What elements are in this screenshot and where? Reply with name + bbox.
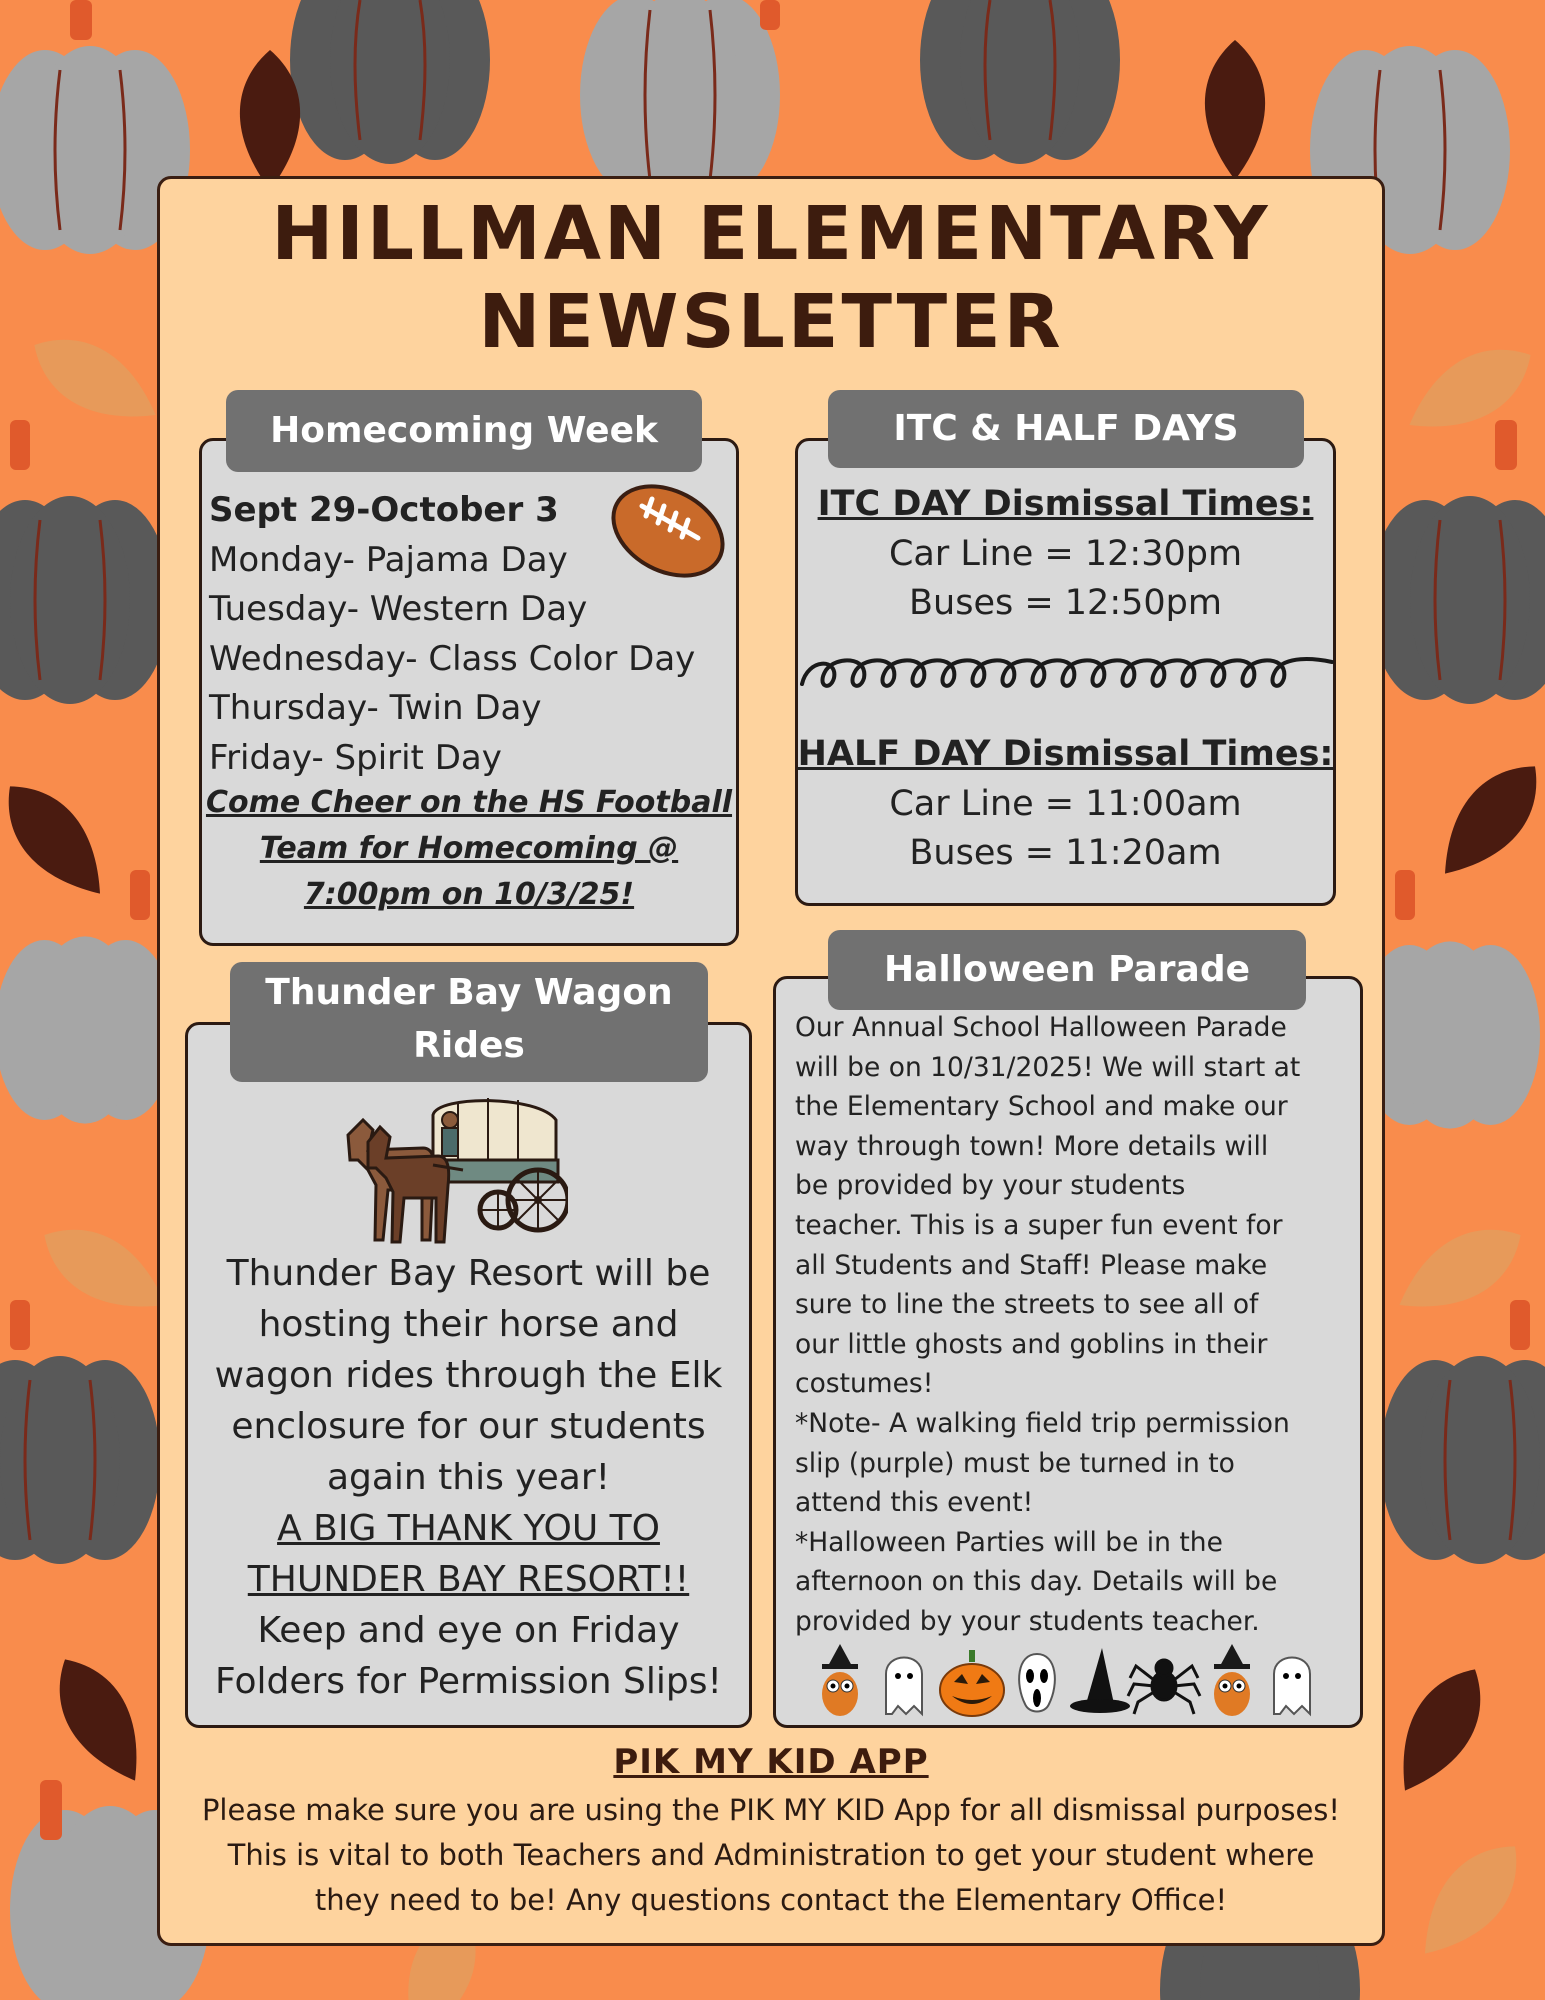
halloween-line: provided by your students teacher.: [795, 1605, 1260, 1637]
halloween-line: all Students and Staff! Please make: [795, 1249, 1268, 1281]
halloween-line: afternoon on this day. Details will be: [795, 1566, 1278, 1598]
itc-car-line: Car Line = 12:30pm: [888, 533, 1243, 574]
wagon-body-line: wagon rides through the Elk: [214, 1355, 723, 1396]
jack-o-lantern-icon: [940, 1650, 1004, 1716]
itc-content: [797, 480, 1334, 629]
wagon-heading: [230, 962, 708, 1082]
halloween-line: will be on 10/31/2025! We will start at: [795, 1051, 1301, 1083]
wagon-heading-line: Thunder Bay Wagon: [265, 972, 673, 1013]
halloween-line: way through town! More details will: [795, 1130, 1269, 1162]
pik-line: This is vital to both Teachers and Administration to get your student where: [227, 1838, 1315, 1872]
halloween-line: *Note- A walking field trip permission: [795, 1407, 1290, 1439]
wagon-heading-line: Rides: [413, 1025, 525, 1066]
homecoming-heading: Homecoming Week: [226, 390, 702, 472]
halloween-heading: Halloween Parade: [828, 930, 1306, 1010]
wagon-body-line: Thunder Bay Resort will be: [226, 1253, 711, 1294]
halloween-line: teacher. This is a super fun event for: [795, 1209, 1283, 1241]
halloween-line: slip (purple) must be turned in to: [795, 1447, 1235, 1479]
halloween-line: be provided by your students: [795, 1170, 1186, 1202]
halloween-line: the Elementary School and make our: [795, 1091, 1288, 1123]
halloween-line: sure to line the streets to see all of: [795, 1289, 1259, 1321]
half-day-car-line: Car Line = 11:00am: [889, 783, 1242, 824]
halloween-content: [795, 1008, 1355, 1642]
homecoming-day: Friday- Spirit Day: [209, 737, 502, 778]
squiggle-divider-icon: [798, 648, 1336, 698]
halloween-icon-row: [812, 1644, 1332, 1720]
wagon-body-line: enclosure for our students: [231, 1406, 706, 1447]
pik-line: they need to be! Any questions contact the Elementary Office!: [314, 1883, 1228, 1917]
homecoming-content: [209, 486, 734, 783]
halloween-line: attend this event!: [795, 1487, 1034, 1519]
ghost-icon: [1274, 1658, 1310, 1715]
owl-witch-icon: [1214, 1644, 1250, 1716]
wagon-thanks-line: A BIG THANK YOU TO: [277, 1508, 660, 1549]
itc-heading: ITC & HALF DAYS: [828, 390, 1304, 468]
halloween-line: *Halloween Parties will be in the: [795, 1526, 1223, 1558]
spider-icon: [1128, 1660, 1200, 1714]
homecoming-cheer-line: 7:00pm on 10/3/25!: [303, 877, 635, 912]
newsletter-title: [157, 190, 1385, 366]
half-day-content: [797, 730, 1334, 879]
owl-witch-icon: [822, 1644, 858, 1716]
halloween-line: our little ghosts and goblins in their: [795, 1328, 1268, 1360]
homecoming-date-range: Sept 29-October 3: [209, 490, 559, 530]
ghost-icon: [886, 1658, 922, 1715]
homecoming-day: Monday- Pajama Day: [209, 539, 568, 580]
homecoming-cheer-line: Come Cheer on the HS Football: [205, 785, 733, 820]
wagon-thanks-line: THUNDER BAY RESORT!!: [247, 1559, 690, 1600]
wagon-content: [187, 1248, 750, 1707]
homecoming-day: Thursday- Twin Day: [209, 688, 542, 728]
half-day-title: HALF DAY Dismissal Times:: [797, 734, 1334, 774]
itc-day-title: ITC DAY Dismissal Times:: [817, 484, 1314, 524]
homecoming-cheer: [200, 780, 738, 918]
pik-line: Please make sure you are using the PIK MY KID App for all dismissal purposes!: [201, 1793, 1341, 1827]
scream-mask-icon: [1019, 1654, 1055, 1712]
half-day-buses: Buses = 11:20am: [909, 833, 1222, 873]
wagon-folder-line: Keep and eye on Friday: [257, 1610, 680, 1651]
homecoming-day: Wednesday- Class Color Day: [209, 638, 696, 679]
halloween-line: Our Annual School Halloween Parade: [795, 1012, 1287, 1043]
itc-buses: Buses = 12:50pm: [909, 583, 1222, 623]
wagon-body-line: hosting their horse and: [258, 1304, 679, 1345]
title-line-2: NEWSLETTER: [478, 279, 1064, 365]
homecoming-cheer-line: Team for Homecoming @: [259, 831, 679, 866]
pik-content: [157, 1788, 1385, 1923]
halloween-line: costumes!: [795, 1368, 934, 1400]
pik-heading: PIK MY KID APP: [613, 1742, 929, 1782]
witch-hat-icon: [1070, 1648, 1130, 1713]
homecoming-day: Tuesday- Western Day: [209, 589, 588, 629]
wagon-body-line: again this year!: [326, 1457, 611, 1498]
title-line-1: HILLMAN ELEMENTARY: [271, 191, 1271, 277]
horse-wagon-icon: [338, 1090, 568, 1250]
wagon-folder-line: Folders for Permission Slips!: [215, 1661, 722, 1702]
